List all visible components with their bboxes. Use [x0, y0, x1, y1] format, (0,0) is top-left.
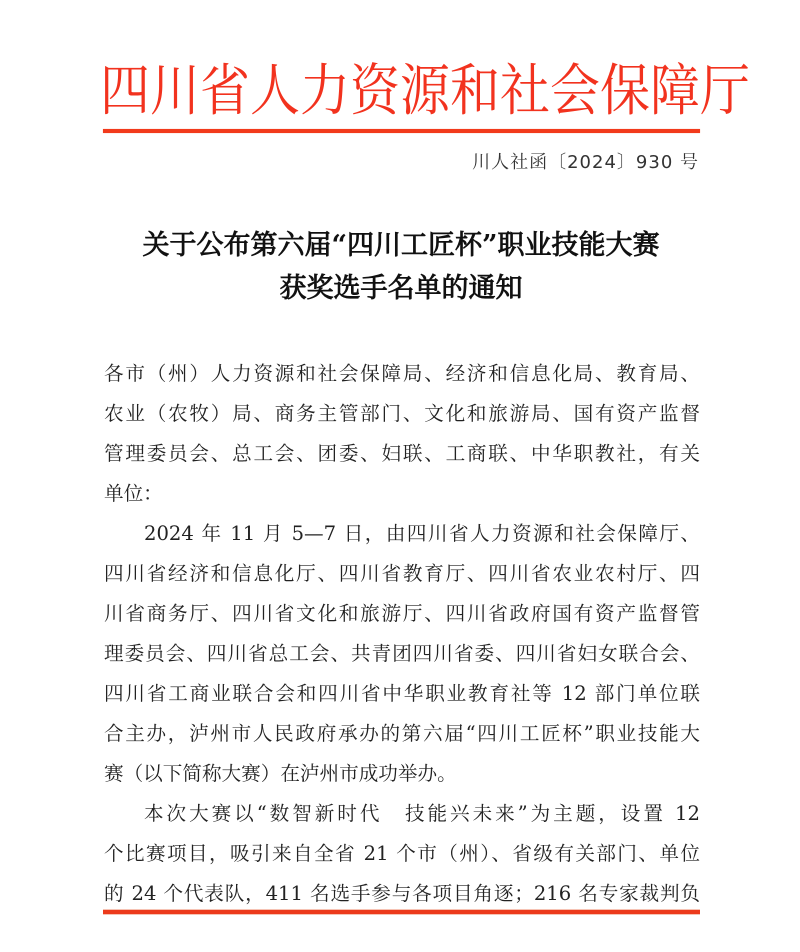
footer-divider — [103, 910, 700, 914]
document-number: 川人社函〔2024〕930 号 — [472, 152, 699, 173]
paragraph-line: 的 24 个代表队，411 名选手参与各项目角逐；216 名专家裁判负 — [104, 882, 700, 905]
paragraph-line: 四川省经济和信息化厅、四川省教育厅、四川省农业农村厅、四 — [104, 562, 700, 585]
paragraph-line: 合主办，泸州市人民政府承办的第六届“四川工匠杯”职业技能大 — [104, 722, 700, 745]
paragraph-line: 理委员会、四川省总工会、共青团四川省委、四川省妇女联合会、 — [104, 642, 700, 665]
paragraph-line: 赛（以下简称大赛）在泸州市成功举办。 — [104, 762, 457, 785]
issuer-title: 四川省人力资源和社会保障厅 — [100, 58, 750, 124]
heading-line-1: 关于公布第六届“四川工匠杯”职业技能大赛 — [142, 230, 660, 261]
addressee-line: 单位： — [104, 482, 163, 505]
paragraph-line: 四川省工商业联合会和四川省中华职业教育社等 12 部门单位联 — [104, 682, 700, 705]
paragraph-line: 个比赛项目，吸引来自全省 21 个市（州）、省级有关部门、单位 — [104, 842, 700, 865]
paragraph-2 — [104, 794, 700, 914]
addressee-line: 各市（州）人力资源和社会保障局、经济和信息化局、教育局、 — [104, 362, 700, 385]
paragraph-line: 2024 年 11 月 5—7 日，由四川省人力资源和社会保障厅、 — [144, 522, 700, 545]
document-body — [104, 354, 700, 914]
header-divider — [103, 129, 700, 133]
paragraph-line: 川省商务厅、四川省文化和旅游厅、四川省政府国有资产监督管 — [104, 602, 700, 625]
document-heading — [100, 224, 702, 310]
paragraph-line: 本次大赛以“数智新时代 技能兴未来”为主题，设置 12 — [144, 802, 700, 825]
paragraph-1 — [104, 514, 700, 794]
addressee-line: 农业（农牧）局、商务主管部门、文化和旅游局、国有资产监督 — [104, 402, 700, 425]
addressee — [104, 354, 700, 514]
addressee-line: 管理委员会、总工会、团委、妇联、工商联、中华职教社，有关 — [104, 442, 700, 465]
heading-line-2: 获奖选手名单的通知 — [279, 273, 523, 304]
